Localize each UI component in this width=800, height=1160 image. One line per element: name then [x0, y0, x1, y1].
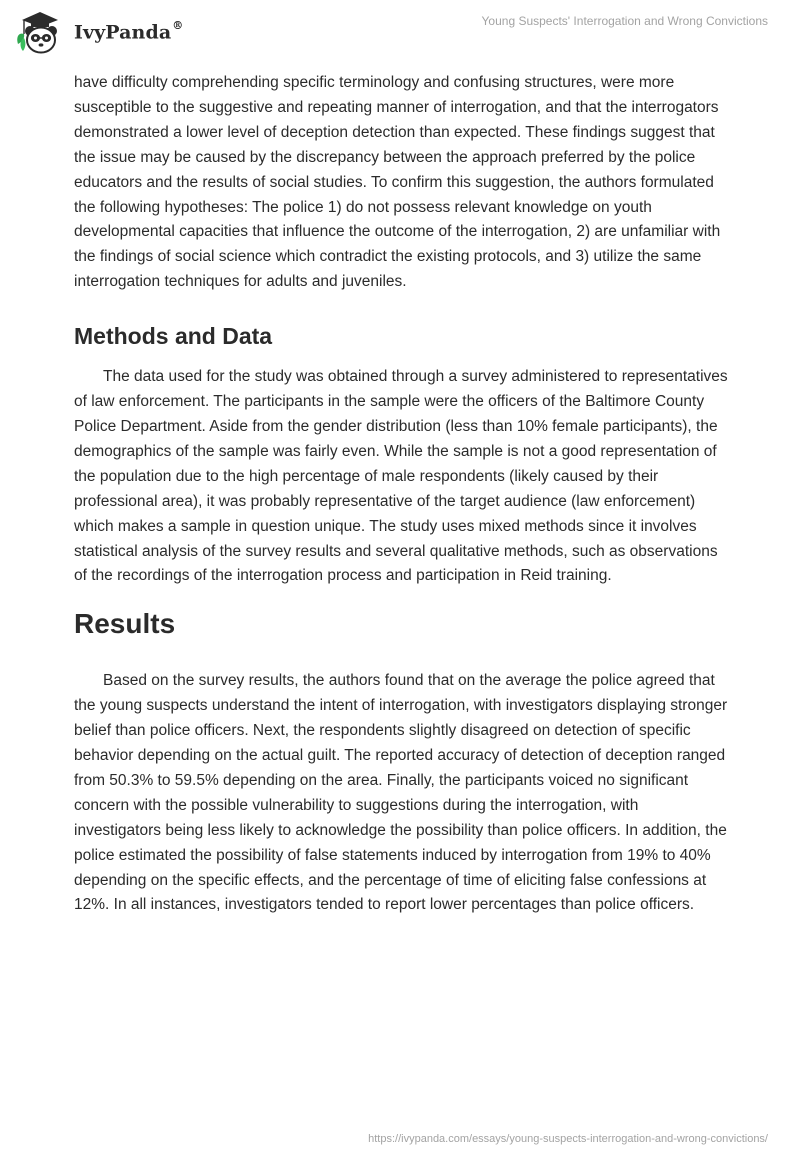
results-heading: Results	[74, 608, 176, 640]
methods-heading: Methods and Data	[74, 323, 273, 350]
document-title: Young Suspects' Interrogation and Wrong Convictions	[481, 14, 768, 28]
source-url-link[interactable]: https://ivypanda.com/essays/young-suspects-interrogation-and-wrong-convictions/	[368, 1133, 768, 1145]
brand-name: IvyPanda®	[74, 18, 184, 44]
continued-paragraph: have difficulty comprehending specific terminology and confusing structures, were more susceptible to the suggestive and repeating manner of interrogation, and that the interrogators demonstrated a lower level of deception detection than expected. These findings suggest that the issue may be caused by the discrepancy between the approach preferred by the police educators and the results of social studies. To confirm this suggestion, the authors formulated the following hypotheses: The police 1) do not possess relevant knowledge on youth developmental capacities that influence the outcome of the interrogation, 2) are unfamiliar with the findings of social science which contradict the existing protocols, and 3) utilize the same interrogation techniques for adults and juveniles.	[74, 74, 721, 291]
methods-paragraph: The data used for the study was obtained through a survey administered to representatives of law enforcement. The participants in the sample were the officers of the Baltimore County Police Department. Aside from the gender distribution (less than 10% female participants), the demographics of the sample was fairly even. While the sample is not a good representation of the population due to the high percentage of male respondents (likely caused by their professional area), it was probably representative of the target audience (law enforcement) which makes a sample in question unique. The study uses mixed methods since it involves statistical analysis of the survey results and several qualitative methods, such as observations of the recordings of the interrogation process and participation in Reid training.	[74, 368, 728, 585]
results-paragraph: Based on the survey results, the authors found that on the average the police agreed that the young suspects understand the intent of interrogation, with investigators displaying stronger belief than police officers. Next, the respondents slightly disagreed on detection of specific behavior depending on the actual guilt. The reported accuracy of detection of deception ranged from 50.3% to 59.5% depending on the area. Finally, the participants voiced no significant concern with the possible vulnerability to suggestions during the interrogation, with investigators being less likely to acknowledge the possibility than police officers. In addition, the police estimated the possibility of false statements induced by interrogation from 19% to 40% depending on the specific effects, and the percentage of time of eliciting false confessions at 12%. In all instances, investigators tended to report lower percentages than police officers.	[74, 672, 728, 914]
ivypanda-logo[interactable]	[14, 8, 183, 56]
essay-content	[74, 71, 728, 918]
page-header	[0, 0, 800, 64]
panda-graduate-icon	[14, 8, 66, 56]
registered-mark: ®	[172, 18, 184, 32]
